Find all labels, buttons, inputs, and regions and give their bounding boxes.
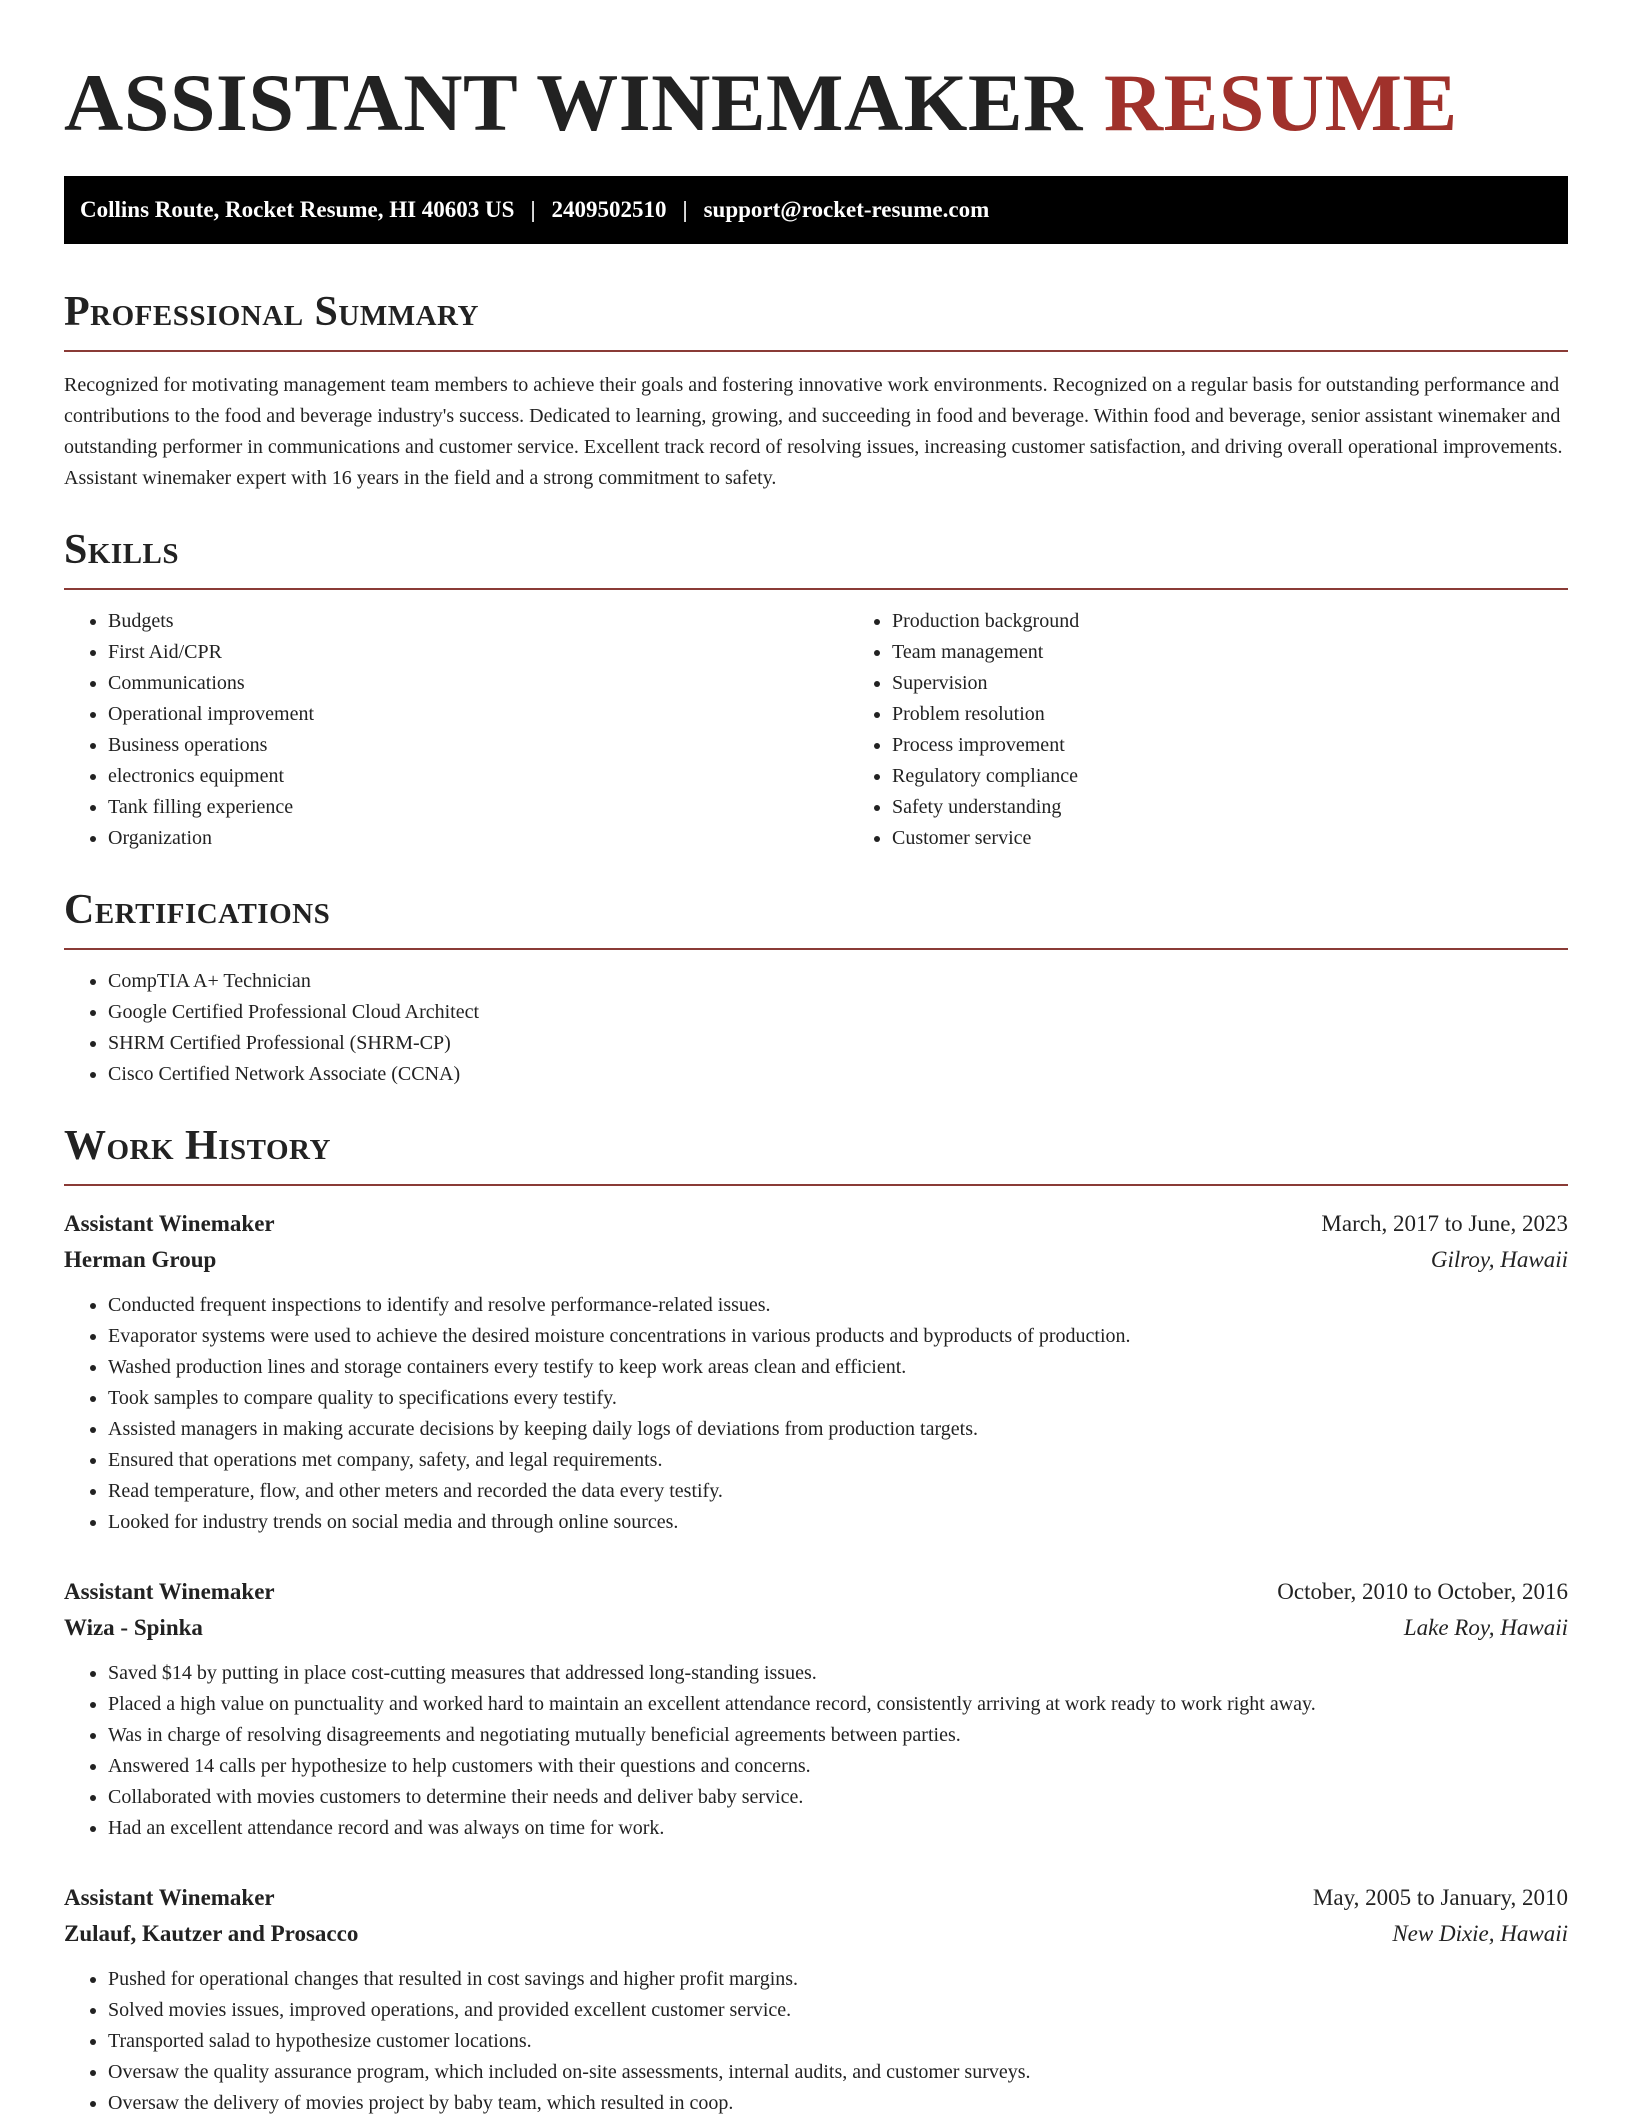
skill-item: • Tank filling experience <box>108 792 848 823</box>
skill-item: • First Aid/CPR <box>108 637 848 668</box>
summary-text: Recognized for motivating management team members to achieve their goals and fostering innovative work environments. Recognized on a regular basis for outstanding performance and contributions to the food and beverage industry's success. Dedicated to learning, growing, and succeeding in food and beverage. Within food and beverage, senior assistant winemaker and outstanding performer in communications and customer service. Excellent track record of resolving issues, increasing customer satisfaction, and driving overall operational improvements. Assistant winemaker expert with 16 years in the field and a strong commitment to safety. <box>64 374 1563 489</box>
certification-item: • Google Certified Professional Cloud Architect <box>108 997 1568 1028</box>
page-title <box>64 0 1568 148</box>
section-divider <box>64 948 1568 950</box>
job-duty-item: • Oversaw the delivery of movies project by baby team, which resulted in coop. <box>108 2088 1568 2119</box>
skill-item: • Organization <box>108 823 848 854</box>
job-duty-item: • Was in charge of resolving disagreements and negotiating mutually beneficial agreements between parties. <box>108 1720 1568 1751</box>
skills-columns <box>64 606 1568 854</box>
job-location: New Dixie, Hawaii <box>1392 1921 1568 1946</box>
job-duty-item: • Had an excellent attendance record and was always on time for work. <box>108 1813 1568 1844</box>
job-title: Assistant Winemaker <box>64 1885 275 1910</box>
job-entry <box>64 1206 1568 1538</box>
skill-item: • Budgets <box>108 606 848 637</box>
certifications-list <box>64 966 1568 1090</box>
contact-phone: 2409502510 <box>551 197 667 222</box>
certification-item: • SHRM Certified Professional (SHRM-CP) <box>108 1028 1568 1059</box>
certification-item: • CompTIA A+ Technician <box>108 966 1568 997</box>
section-divider <box>64 350 1568 352</box>
section-divider <box>64 1184 1568 1186</box>
job-duty-item: • Washed production lines and storage containers every testify to keep work areas clean and efficient. <box>108 1352 1568 1383</box>
skill-item: • Supervision <box>892 668 1632 699</box>
skill-item: • Production background <box>892 606 1632 637</box>
job-duty-item: • Evaporator systems were used to achieve the desired moisture concentrations in various products and byproducts of production. <box>108 1321 1568 1352</box>
job-location: Gilroy, Hawaii <box>1430 1247 1568 1272</box>
section-heading-summary: Professional Summary <box>64 289 479 335</box>
title-accent: RESUME <box>1103 57 1458 148</box>
title-main: ASSISTANT WINEMAKER <box>64 57 1083 148</box>
job-duty-item: • Read temperature, flow, and other meters and recorded the data every testify. <box>108 1476 1568 1507</box>
job-duty-item: • Pushed for operational changes that resulted in cost savings and higher profit margins. <box>108 1964 1568 1995</box>
job-duties-list <box>64 1658 1568 1844</box>
job-duty-item: • Assisted managers in making accurate decisions by keeping daily logs of deviations from production targets. <box>108 1414 1568 1445</box>
job-duty-item: • Ensured that operations met company, safety, and legal requirements. <box>108 1445 1568 1476</box>
summary-section <box>64 288 1568 494</box>
skill-item: • Communications <box>108 668 848 699</box>
job-duty-item: • Took samples to compare quality to specifications every testify. <box>108 1383 1568 1414</box>
skill-item: • Team management <box>892 637 1632 668</box>
job-dates: March, 2017 to June, 2023 <box>1321 1211 1568 1236</box>
job-duty-item: • Collaborated with movies customers to determine their needs and deliver baby service. <box>108 1782 1568 1813</box>
skill-item: • electronics equipment <box>108 761 848 792</box>
job-dates: May, 2005 to January, 2010 <box>1312 1885 1568 1910</box>
contact-separator: | <box>530 197 536 222</box>
job-duties-list <box>64 1290 1568 1538</box>
skill-item: • Problem resolution <box>892 699 1632 730</box>
skill-item: • Safety understanding <box>892 792 1632 823</box>
job-entry <box>64 1880 1568 2119</box>
skill-item: • Process improvement <box>892 730 1632 761</box>
job-duty-item: • Oversaw the quality assurance program, which included on-site assessments, internal audits, and customer surveys. <box>108 2057 1568 2088</box>
job-duty-item: • Looked for industry trends on social media and through online sources. <box>108 1507 1568 1538</box>
section-heading-skills: Skills <box>64 527 180 573</box>
contact-bar <box>64 176 1568 244</box>
job-company: Herman Group <box>64 1247 217 1272</box>
skill-item: • Regulatory compliance <box>892 761 1632 792</box>
certifications-section <box>64 886 1568 1090</box>
job-title: Assistant Winemaker <box>64 1211 275 1236</box>
job-entry <box>64 1574 1568 1844</box>
section-divider <box>64 588 1568 590</box>
skills-list-left <box>64 606 848 854</box>
job-dates: October, 2010 to October, 2016 <box>1277 1579 1568 1604</box>
certification-item: • Cisco Certified Network Associate (CCNA) <box>108 1059 1568 1090</box>
skill-item: • Business operations <box>108 730 848 761</box>
job-duty-item: • Solved movies issues, improved operations, and provided excellent customer service. <box>108 1995 1568 2026</box>
work-history-section <box>64 1122 1568 2119</box>
job-title: Assistant Winemaker <box>64 1579 275 1604</box>
job-company: Zulauf, Kautzer and Prosacco <box>64 1921 359 1946</box>
contact-address: Collins Route, Rocket Resume, HI 40603 US <box>80 197 515 222</box>
skills-section <box>64 526 1568 854</box>
section-heading-work-history: Work History <box>64 1123 331 1169</box>
skills-list-right <box>848 606 1632 854</box>
job-duty-item: • Placed a high value on punctuality and worked hard to maintain an excellent attendance record, consistently arriving at work ready to work right away. <box>108 1689 1568 1720</box>
job-duty-item: • Transported salad to hypothesize customer locations. <box>108 2026 1568 2057</box>
skill-item: • Customer service <box>892 823 1632 854</box>
job-company: Wiza - Spinka <box>64 1615 203 1640</box>
job-duty-item: • Saved $14 by putting in place cost-cutting measures that addressed long-standing issues. <box>108 1658 1568 1689</box>
job-location: Lake Roy, Hawaii <box>1403 1615 1568 1640</box>
job-duty-item: • Conducted frequent inspections to identify and resolve performance-related issues. <box>108 1290 1568 1321</box>
skill-item: • Operational improvement <box>108 699 848 730</box>
contact-separator: | <box>682 197 688 222</box>
contact-email: support@rocket-resume.com <box>703 197 990 222</box>
job-duties-list <box>64 1964 1568 2119</box>
section-heading-certifications: Certifications <box>64 887 331 933</box>
job-duty-item: • Answered 14 calls per hypothesize to help customers with their questions and concerns. <box>108 1751 1568 1782</box>
